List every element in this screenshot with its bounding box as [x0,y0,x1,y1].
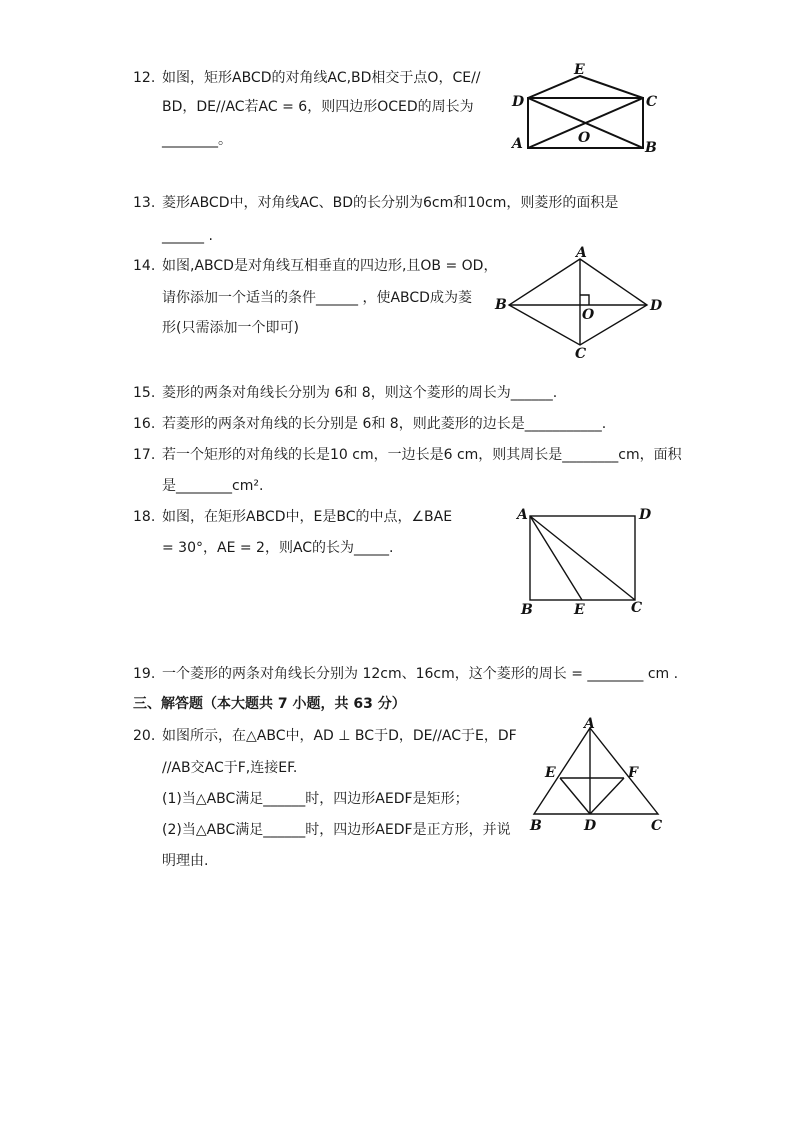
question-number: 20. [133,728,156,744]
question-text-line: 菱形的两条对角线长分别为 6和 8，则这个菱形的周长为______. [162,385,558,401]
question-text-line: 一个菱形的两条对角线长分别为 12cm、16cm，这个菱形的周长 = ________ cm . [162,666,679,682]
question-text-line: 菱形ABCD中，对角线AC、BD的长分别为6cm和10cm，则菱形的面积是 [162,195,619,211]
segment-ae [530,516,582,600]
point-label: A [512,136,523,152]
point-label: B [521,602,533,618]
point-label: B [530,818,542,834]
point-label: D [584,818,597,834]
question-text-line: 若菱形的两条对角线的长分别是 6和 8，则此菱形的边长是___________. [162,416,607,432]
triangle-dec [528,76,643,98]
question-number: 16. [133,416,156,432]
question-text-line: 如图，在矩形ABCD中，E是BC的中点，∠BAE [162,509,453,525]
point-label: A [584,716,595,732]
point-label: C [651,818,663,834]
question-text-line: 明理由. [162,853,209,869]
question-number: 15. [133,385,156,401]
question-text-line: 请你添加一个适当的条件______ ，使ABCD成为菱 [162,290,472,306]
answer-blank: ______ . [162,228,213,244]
question-text-line: BD，DE//AC若AC = 6，则四边形OCED的周长为 [162,99,474,115]
point-label: D [639,507,652,523]
point-label: E [574,62,585,78]
question-number: 13. [133,195,156,211]
segment-fd [590,778,624,814]
question-number: 17. [133,447,156,463]
point-label: F [628,765,638,781]
question-text-line: 如图，矩形ABCD的对角线AC,BD相交于点O，CE// [162,70,481,86]
figure-quadrilateral-abcd [492,245,672,363]
question-text-line: (1)当△ABC满足______时，四边形AEDF是矩形； [162,791,469,807]
point-label: E [545,765,556,781]
question-text-line: 是________cm². [162,478,264,494]
diagonal-ac [530,516,635,600]
question-number: 19. [133,666,156,682]
question-text-line: (2)当△ABC满足______时，四边形AEDF是正方形，并说 [162,822,511,838]
question-text-line: 形(只需添加一个即可) [162,320,299,336]
point-label: C [575,346,587,362]
right-angle-mark [580,295,589,305]
question-number: 18. [133,509,156,525]
point-label: C [646,94,658,110]
section-title: 三、解答题（本大题共 7 小题，共 63 分） [133,696,406,712]
question-number: 14. [133,258,156,274]
question-text-line: //AB交AC于F,连接EF. [162,760,298,776]
figure-rectangle-abcd-e [510,502,670,620]
quadrilateral-shape [509,259,647,345]
figure-rectangle-abcd [508,58,668,158]
question-number: 12. [133,70,156,86]
question-text-line: 如图所示，在△ABC中，AD ⊥ BC于D，DE//AC于E，DF [162,728,517,744]
point-label: B [645,140,657,156]
point-label: C [631,600,643,616]
answer-blank: ________。 [162,132,232,148]
point-label: E [574,602,585,618]
point-label: D [650,298,663,314]
question-text-line: 如图,ABCD是对角线互相垂直的四边形,且OB = OD， [162,258,498,274]
segment-ed [560,778,590,814]
point-label: O [582,307,595,323]
point-label: A [576,245,587,261]
figure-triangle-abc [522,714,672,836]
point-label: B [495,297,507,313]
question-text-line: 若一个矩形的对角线的长是10 cm，一边长是6 cm，则其周长是________cm，面积 [162,447,682,463]
point-label: D [512,94,525,110]
point-label: O [578,130,591,146]
question-text-line: = 30°，AE = 2，则AC的长为_____. [162,540,394,556]
point-label: A [517,507,528,523]
